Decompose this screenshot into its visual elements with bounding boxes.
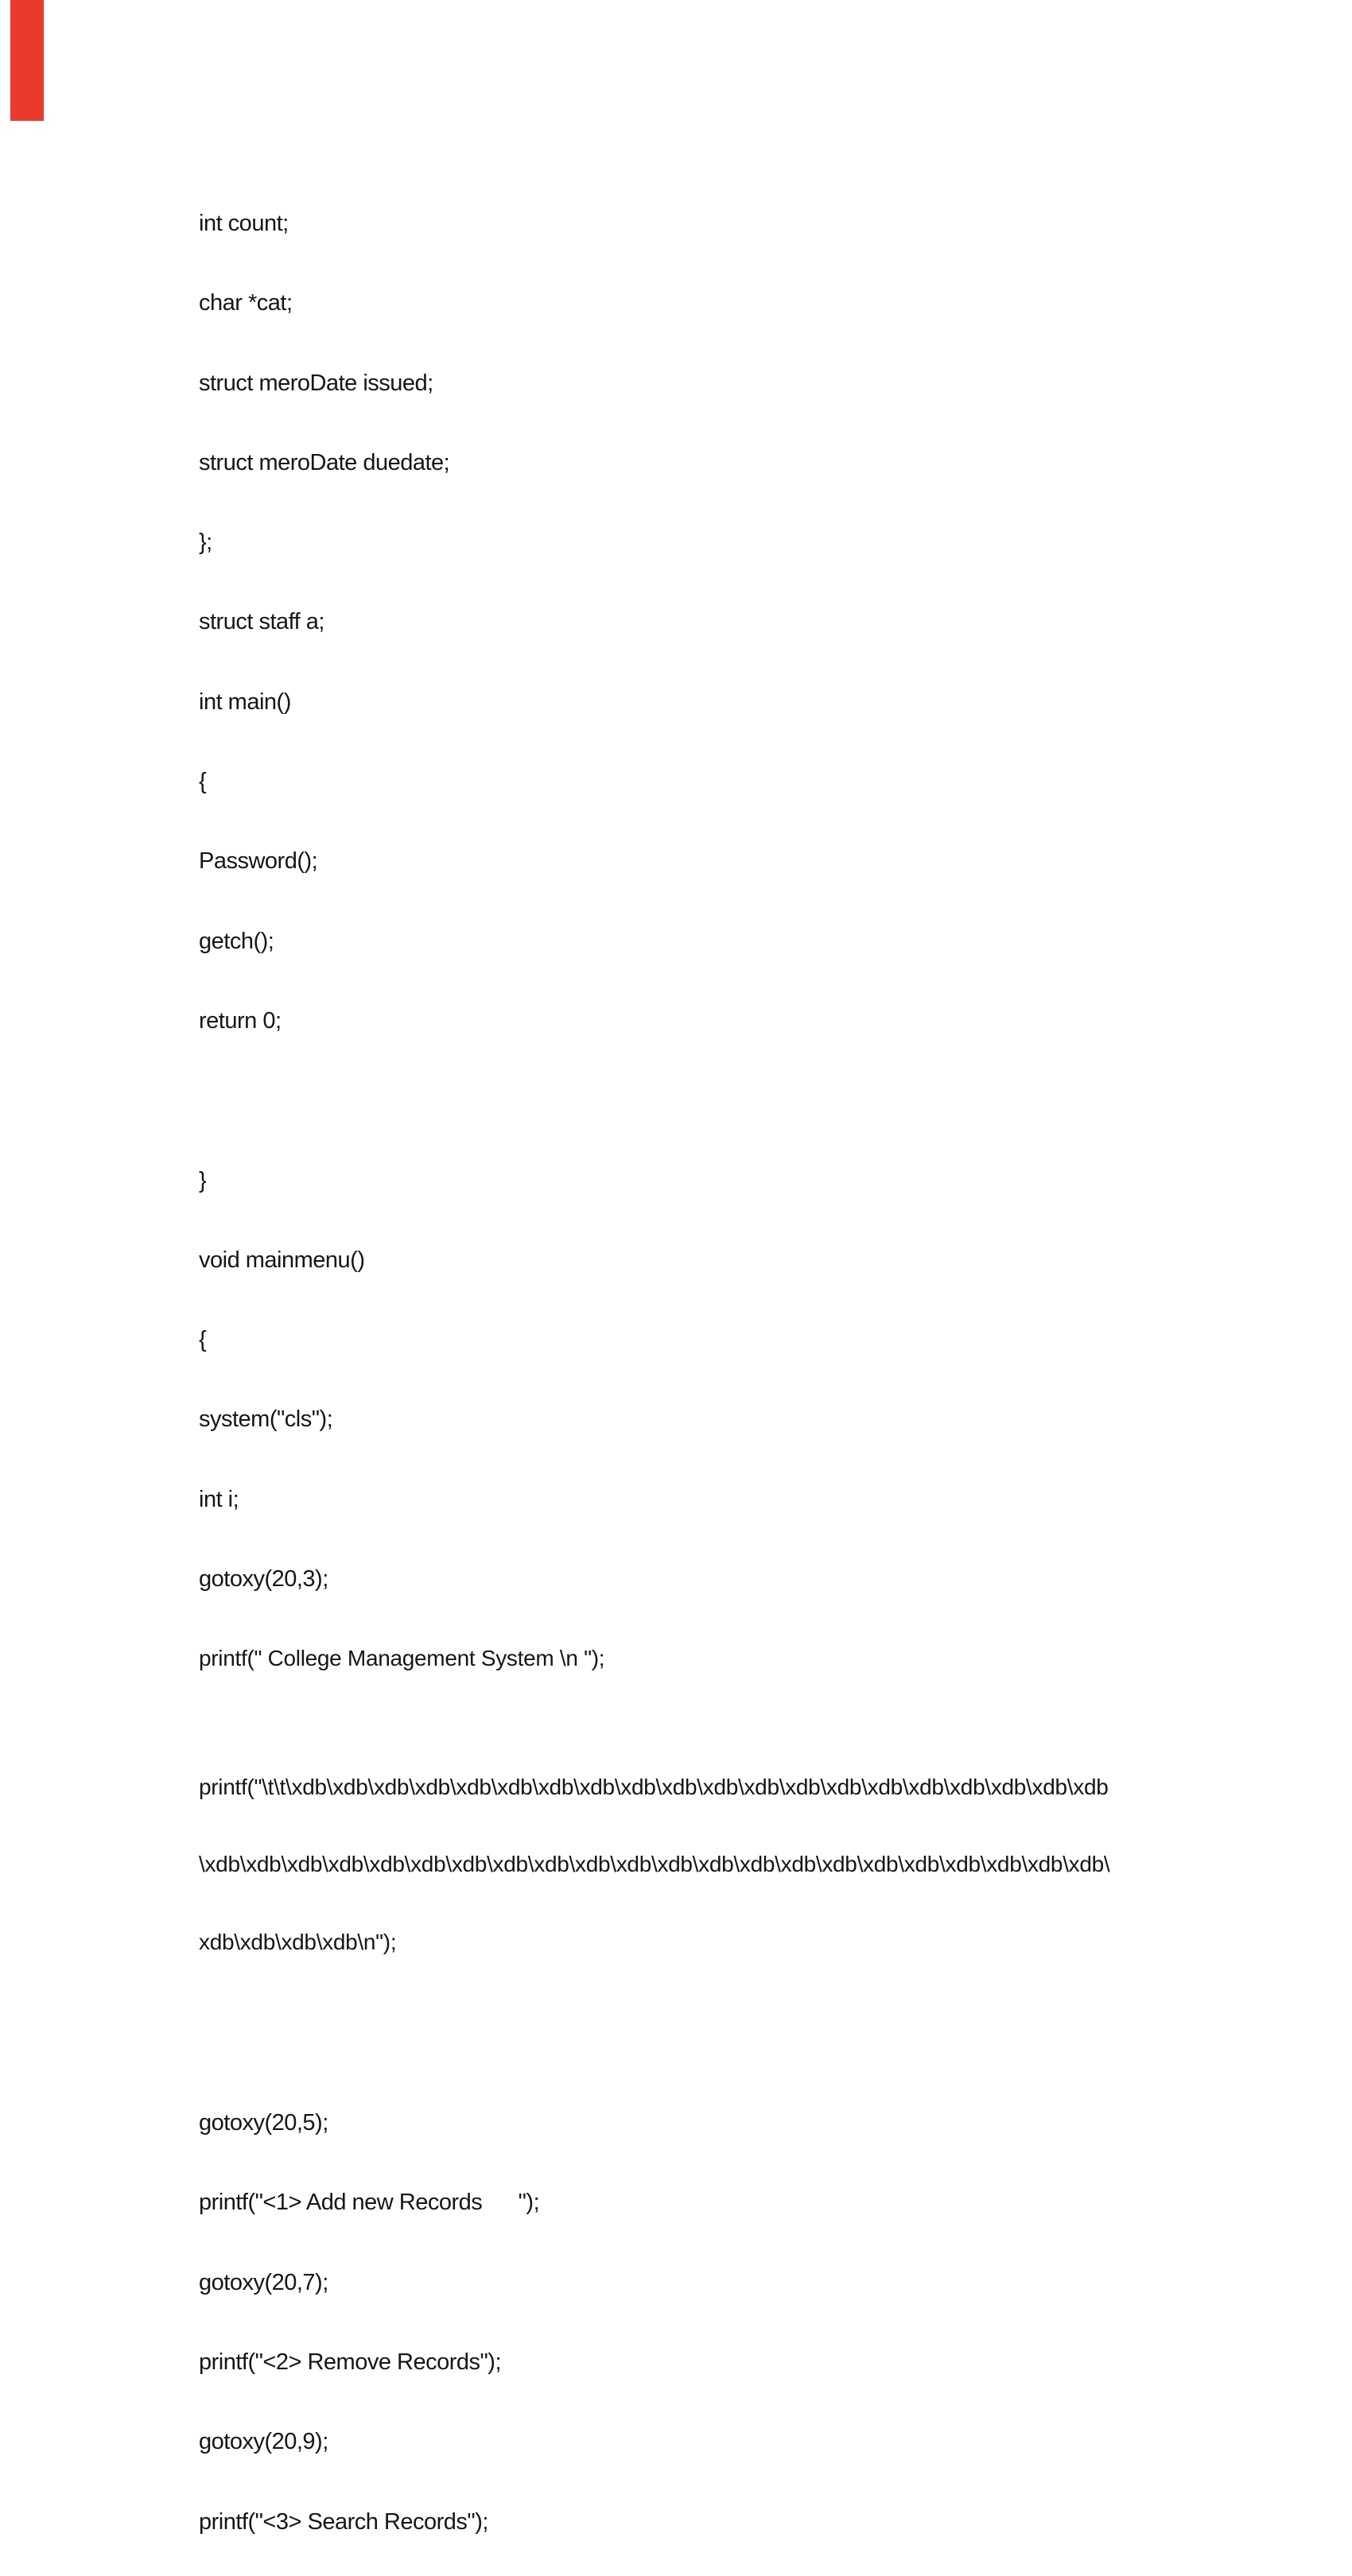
code-line: printf(" College Management System \n "); [199,1646,605,1671]
code-line: system("cls"); [199,1406,333,1433]
code-line: struct meroDate duedate; [199,449,450,475]
code-line: int main() [199,689,291,715]
bookmark-ribbon [10,0,44,121]
code-line-wrapped: \xdb\xdb\xdb\xdb\xdb\xdb\xdb\xdb\xdb\xdb\xdb\xdb\xdb\xdb\xdb\xdb\xdb\xdb\xdb\xdb\xdb\xdb\ [199,1852,1110,1877]
code-line: printf("<2> Remove Records"); [199,2349,502,2376]
code-line: } [199,1167,207,1193]
code-line: void mainmenu() [199,1247,365,1273]
code-line: printf("<1> Add new Records "); [199,2190,540,2216]
code-line: gotoxy(20,5); [199,2110,328,2136]
code-line-blank [199,1075,1352,1126]
code-line: gotoxy(20,3); [199,1566,328,1593]
code-line: printf("<3> Search Records"); [199,2508,488,2535]
code-line-wrapped: printf("\t\t\xdb\xdb\xdb\xdb\xdb\xdb\xdb\xdb\xdb\xdb\xdb\xdb\xdb\xdb\xdb\xdb\xdb\xdb\xdb\xdb [199,1774,1109,1799]
code-line: gotoxy(20,9); [199,2429,328,2455]
code-line: { [199,1327,207,1353]
code-line: getch(); [199,928,274,954]
code-section-top [199,0,1352,1713]
wrapped-printf-paragraph [199,1723,1352,2008]
code-line: char *cat; [199,290,293,316]
code-line: int i; [199,1486,239,1512]
code-line: struct meroDate issued; [199,370,433,396]
code-section-bottom [199,2069,1352,2576]
code-line: gotoxy(20,7); [199,2269,328,2295]
code-line: return 0; [199,1007,282,1034]
code-line: struct staff a; [199,609,324,635]
code-line: }; [199,530,212,556]
code-line: { [199,769,207,795]
code-line-wrapped: xdb\xdb\xdb\xdb\n"); [199,1929,397,1954]
code-line: Password(); [199,848,318,875]
code-line: int count; [199,211,289,236]
